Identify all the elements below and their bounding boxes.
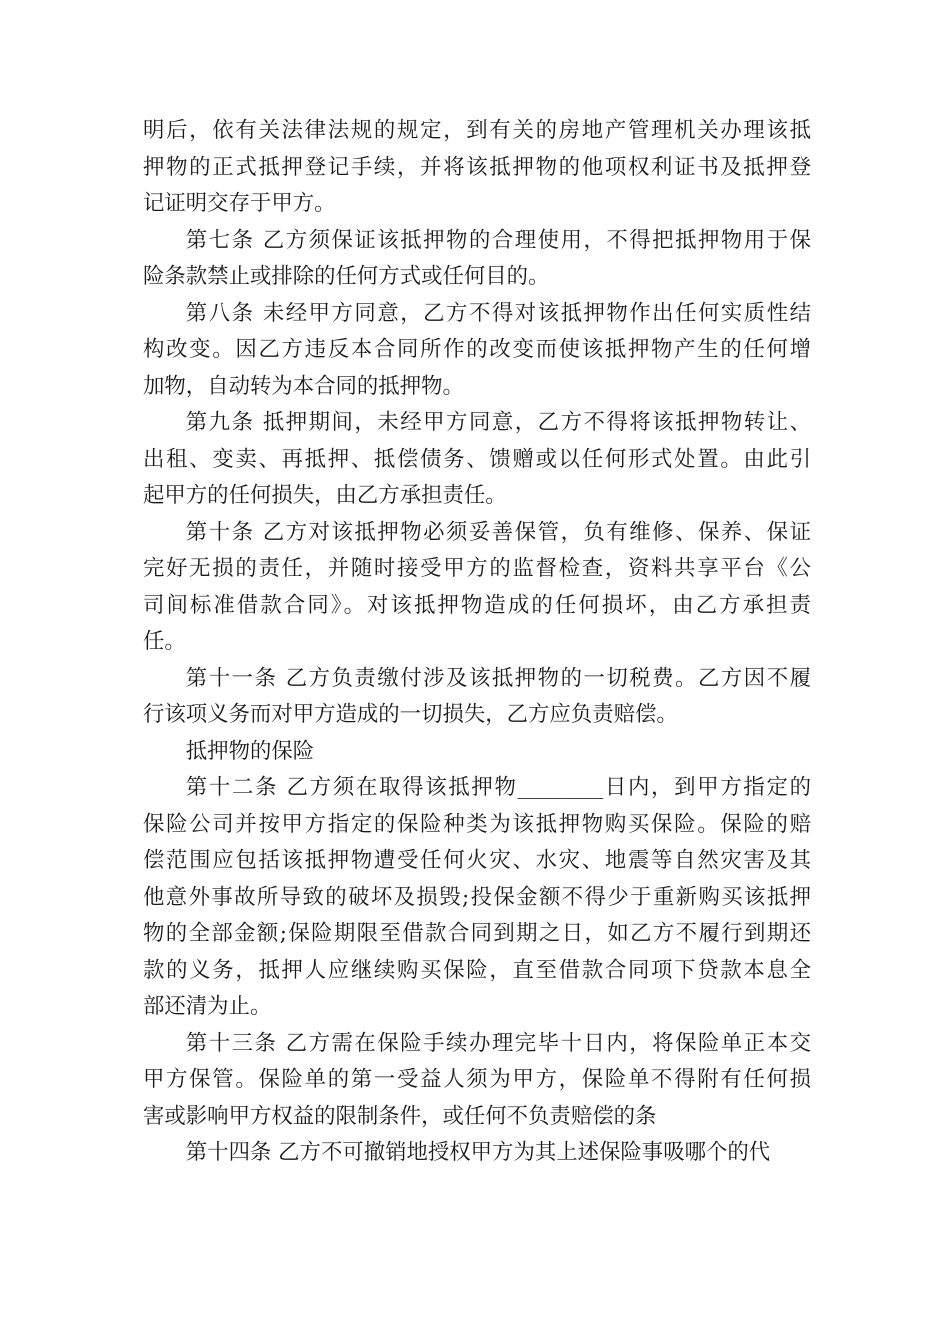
- text-line: 完好无损的责任，并随时接受甲方的监督检查，资料共享平台《公: [143, 556, 811, 581]
- text-line: 保险公司并按甲方指定的保险种类为该抵押物购买保险。保险的赔: [143, 811, 811, 837]
- text-line: 物的全部金额;保险期限至借款合同到期之日，如乙方不履行到期还: [143, 921, 811, 946]
- text-line: 偿范围应包括该抵押物遭受任何火灾、水灾、地震等自然灾害及其: [143, 848, 811, 873]
- text-line: 记证明交存于甲方。: [143, 191, 336, 216]
- clause-paragraph: [143, 661, 811, 734]
- document-body: [143, 113, 811, 1172]
- text-line: 甲方保管。保险单的第一受益人须为甲方，保险单不得附有任何损: [143, 1067, 811, 1092]
- text-line: 任。: [143, 629, 186, 654]
- text-line: 害或影响甲方权益的限制条件，或任何不负责赔偿的条: [143, 1103, 657, 1129]
- clause-paragraph: [143, 113, 811, 223]
- text-line: 第七条 乙方须保证该抵押物的合理使用，不得把抵押物用于保: [185, 227, 811, 253]
- text-line: 第十三条 乙方需在保险手续办理完毕十日内，将保险单正本交: [185, 1030, 811, 1056]
- clause-paragraph: [143, 405, 811, 515]
- text-line: 加物，自动转为本合同的抵押物。: [143, 373, 464, 399]
- text-line: 明后，依有关法律法规的规定，到有关的房地产管理机关办理该抵: [143, 118, 811, 143]
- text-line: 第十条 乙方对该抵押物必须妥善保管，负有维修、保养、保证: [185, 519, 811, 545]
- text-line: 司间标准借款合同》。对该抵押物造成的任何损坏，由乙方承担责: [143, 592, 811, 618]
- text-line: 部还清为止。: [143, 994, 272, 1019]
- text-line: 押物的正式抵押登记手续，并将该抵押物的他项权利证书及抵押登: [143, 154, 811, 180]
- clause-paragraph: [143, 1135, 811, 1172]
- clause-paragraph: [143, 770, 811, 1026]
- text-line: 他意外事故所导致的破坏及损毁;投保金额不得少于重新购买该抵押: [143, 884, 811, 910]
- text-line: 抵押物的保险: [185, 738, 315, 764]
- text-line: 第十一条 乙方负责缴付涉及该抵押物的一切税费。乙方因不履: [185, 665, 811, 691]
- clause-paragraph: [143, 515, 811, 661]
- section-heading: [143, 734, 811, 771]
- text-line: 起甲方的任何损失，由乙方承担责任。: [143, 483, 507, 508]
- text-line: 出租、变卖、再抵押、抵偿债务、馈赠或以任何形式处置。由此引: [143, 446, 811, 472]
- text-line: 险条款禁止或排除的任何方式或任何目的。: [143, 264, 550, 289]
- clause-paragraph: [143, 296, 811, 406]
- text-line: 第八条 未经甲方同意，乙方不得对该抵押物作出任何实质性结: [185, 300, 811, 326]
- clause-paragraph: [143, 223, 811, 296]
- text-line: 第九条 抵押期间，未经甲方同意，乙方不得将该抵押物转让、: [185, 410, 811, 435]
- text-line: 第十二条 乙方须在取得该抵押物________日内，到甲方指定的: [185, 775, 811, 800]
- text-line: 行该项义务而对甲方造成的一切损失，乙方应负责赔偿。: [143, 702, 678, 727]
- text-line: 第十四条 乙方不可撤销地授权甲方为其上述保险事吸哪个的代: [185, 1140, 771, 1165]
- text-line: 构改变。因乙方违反本合同所作的改变而使该抵押物产生的任何增: [143, 337, 811, 362]
- clause-paragraph: [143, 1026, 811, 1136]
- text-line: 款的义务，抵押人应继续购买保险，直至借款合同项下贷款本息全: [143, 957, 811, 983]
